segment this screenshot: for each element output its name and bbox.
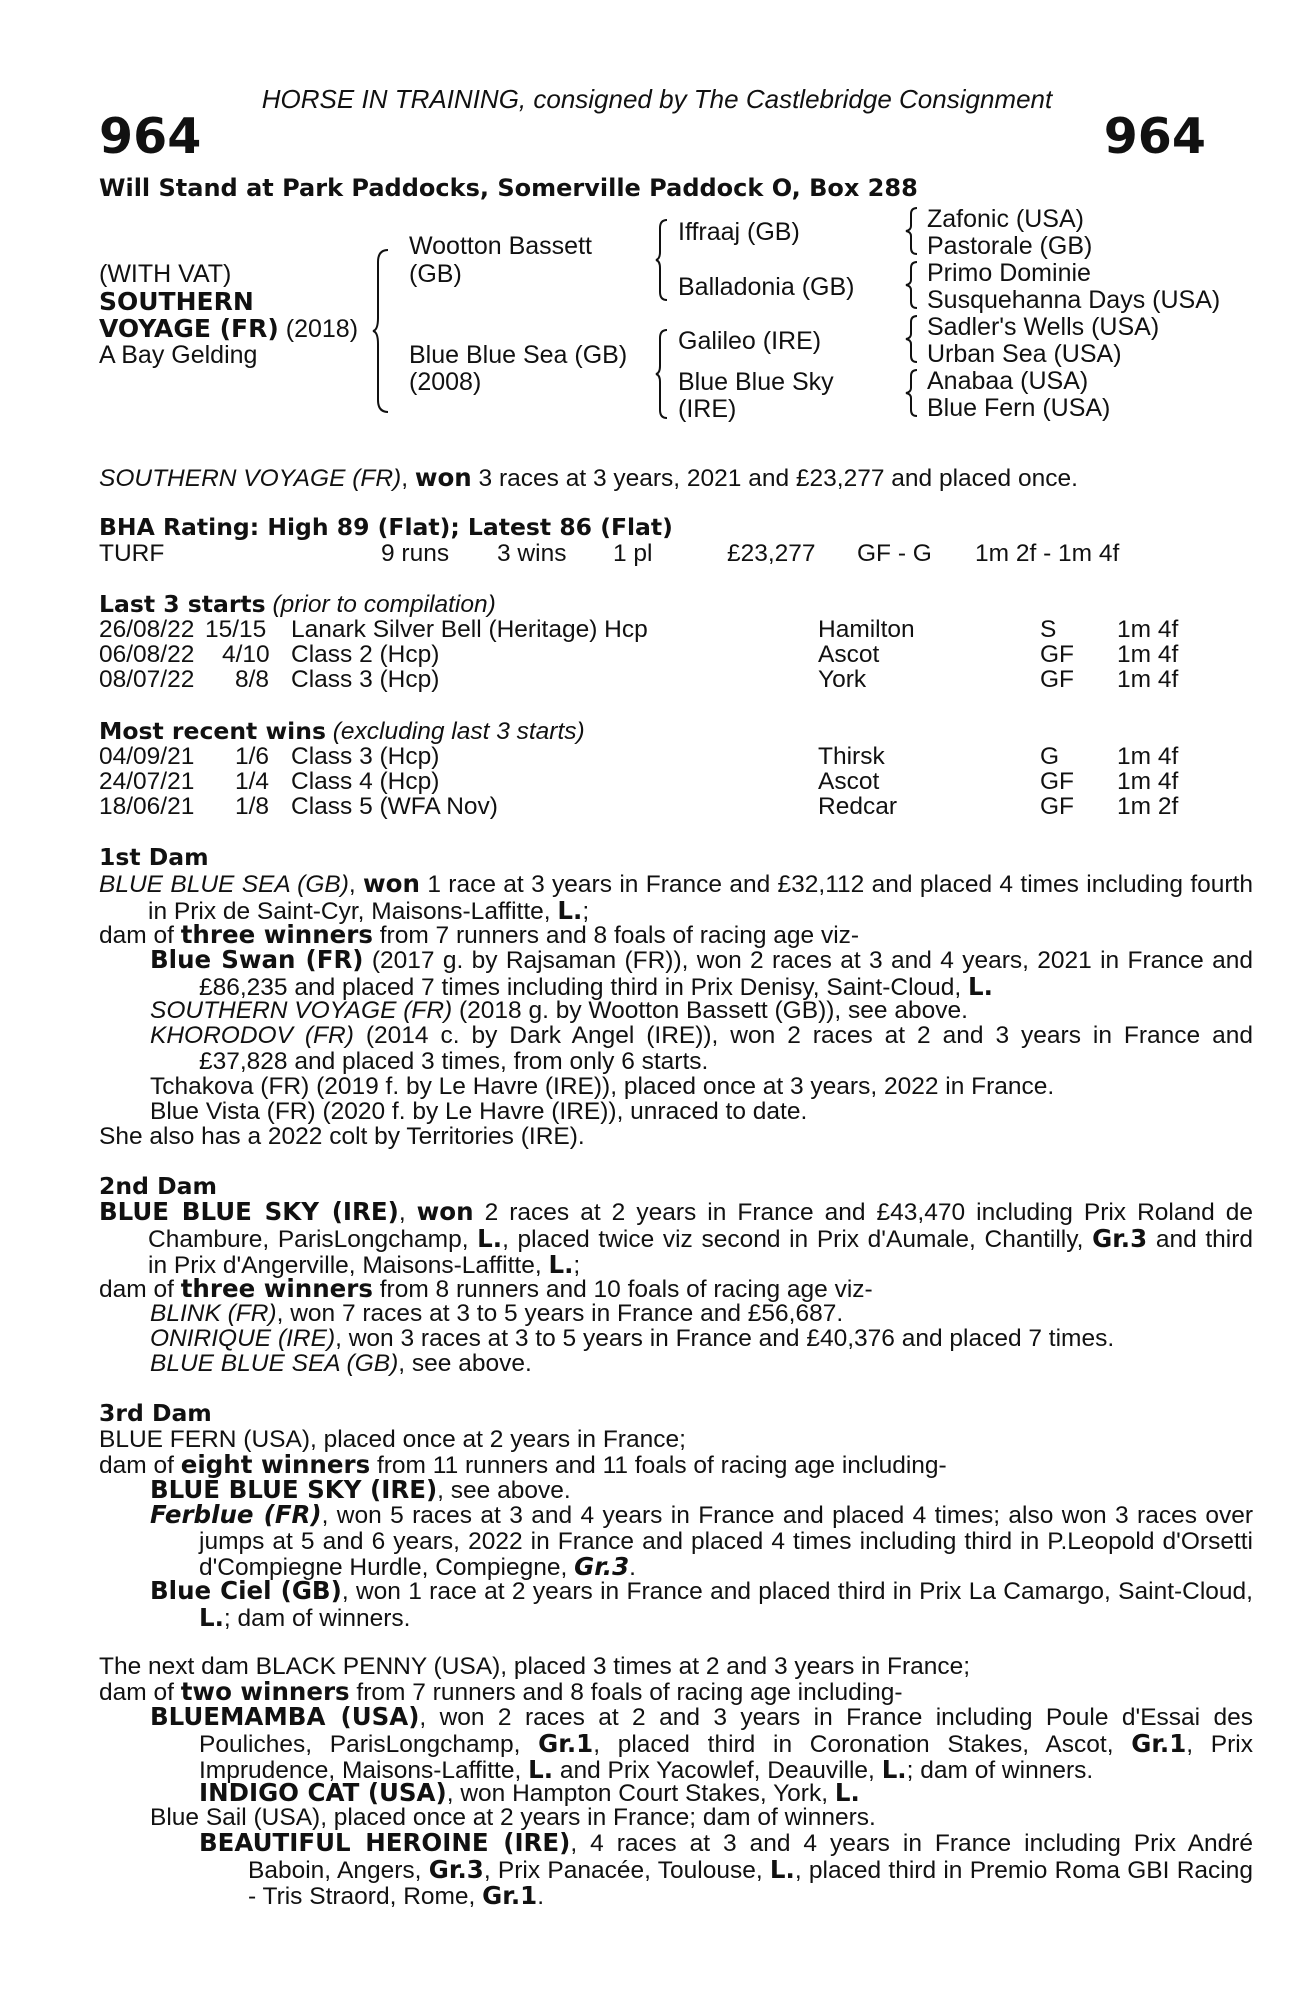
first-dam-won: won [363,869,420,898]
first-dam-end: ; [582,897,590,925]
rating-placed: 1 pl [613,540,653,567]
recent-wins-title: Most recent wins [99,717,326,745]
produce-name: BEAUTIFUL HEROINE (IRE) [199,1828,571,1857]
summary-text: 3 races at 3 years, 2021 and £23,277 and placed once. [471,465,1078,492]
pedigree-brace-sire [654,218,670,302]
horse-description: A Bay Gelding [99,341,258,369]
table-cell: Ascot [818,768,880,795]
table-cell: York [818,666,867,693]
table-cell: Redcar [818,793,897,820]
sire-line1: Wootton Bassett [409,232,592,260]
stand-location: Will Stand at Park Paddocks, Somerville Paddock O, Box 288 [99,174,918,202]
summary-horse-name: SOUTHERN VOYAGE (FR) [99,465,402,492]
produce-name: BLUEMAMBA (USA) [150,1702,420,1731]
listed-marker: L. [548,1250,574,1279]
bha-rating: BHA Rating: High 89 (Flat); Latest 86 (Flat) [99,513,673,541]
next-dam-produce-blue-sail: Blue Sail (USA), placed once at 2 years in France; dam of winners. [150,1804,876,1831]
recent-wins-heading [99,719,585,745]
second-dam-text: , placed twice viz second in Prix d'Aumale, Chantilly, [502,1225,1093,1253]
gen3-susquehanna-days: Susquehanna Days (USA) [927,286,1221,314]
lot-number-left: 964 [99,108,202,165]
produce-name: BLUE BLUE SKY (IRE) [150,1475,438,1504]
produce-name: BLINK (FR) [150,1300,277,1327]
rating-surface: TURF [99,540,165,567]
table-cell: G [1040,743,1060,770]
table-cell: 1m 4f [1117,743,1179,770]
produce-text: (2018 g. by Wootton Bassett (GB)), see above. [452,997,968,1024]
listed-marker: L. [477,1223,503,1253]
listed-marker: L. [968,971,993,1001]
first-dam-paragraph: BLUE BLUE SEA (GB), won 1 race at 3 years in France and £32,112 and placed 4 times including fourth in Prix de Saint-Cyr, Maisons-Laffitte, L.; [99,869,1253,925]
table-cell: Lanark Silver Bell (Heritage) Hcp [291,616,648,643]
sire-line2: (GB) [409,260,462,288]
last-starts-title: Last 3 starts [99,590,266,618]
gen3-anabaa: Anabaa (USA) [927,367,1089,395]
produce-text: , Prix Panacée, Toulouse, [483,1856,770,1884]
listed-marker: L. [834,1778,860,1807]
gen3-primo-dominie: Primo Dominie [927,259,1091,287]
produce-text: , won 1 race at 2 years in France and placed third in Prix La Camargo, Saint-Cloud, [341,1578,1253,1605]
second-dam-won: won [416,1197,474,1226]
third-dam-heading: 3rd Dam [99,1399,212,1427]
race-summary: SOUTHERN VOYAGE (FR), won 3 races at 3 years, 2021 and £23,277 and placed once. [99,463,1078,492]
lot-number-right: 964 [1103,108,1206,165]
produce-name: INDIGO CAT (USA) [199,1778,447,1807]
horse-name-line1: SOUTHERN [99,287,254,316]
listed-marker: L. [199,1602,224,1632]
table-cell: 18/06/21 [99,793,195,820]
table-cell: Class 2 (Hcp) [291,641,440,668]
table-cell: S [1040,616,1057,643]
produce-name: Blue Swan (FR) [150,945,364,974]
table-cell: Class 3 (Hcp) [291,666,440,693]
table-cell: Class 4 (Hcp) [291,768,440,795]
third-dam-line: BLUE FERN (USA), placed once at 2 years in France; [99,1426,686,1453]
table-cell: 06/08/22 [99,641,195,668]
produce-text: , see above. [437,1477,571,1504]
table-cell: 26/08/22 [99,616,195,643]
gen3-sadlers-wells: Sadler's Wells (USA) [927,313,1160,341]
group-marker: Gr.3 [1092,1223,1148,1253]
table-cell: GF [1040,641,1075,668]
group-marker: Gr.3 [428,1854,484,1884]
next-dam-line: The next dam BLACK PENNY (USA), placed 3 times at 2 and 3 years in France; [99,1653,971,1680]
last-starts-note: (prior to compilation) [265,591,496,618]
second-dam-produce-onirique [150,1326,1114,1352]
produce-text: , won 5 races at 3 and 4 years in France and placed 4 times; also won 3 races over jumps at 5 and 6 years, 2022 in France and placed 4 times including third in P.Leopold d'Orsetti d'Compiegne Hurdle, Compiegne, [199,1502,1253,1581]
table-cell: 8/8 [235,666,270,693]
listed-marker: L. [881,1755,907,1784]
table-cell: GF [1040,768,1075,795]
last-starts-heading [99,592,496,618]
dam-of-label: dam of [99,922,181,949]
produce-text: , won Hampton Court Stakes, York, [446,1780,835,1807]
first-dam-also: She also has a 2022 colt by Territories (IRE). [99,1123,585,1150]
listed-marker: L. [528,1755,554,1784]
second-dam-name: BLUE BLUE SKY (IRE) [99,1197,399,1226]
first-dam-produce-blue-swan [150,947,1253,1000]
table-cell: GF [1040,793,1075,820]
produce-text: , won 3 races at 3 to 5 years in France and £40,376 and placed 7 times. [335,1325,1115,1352]
pedigree-brace-g3-4 [904,368,920,418]
second-dam-produce-line [99,1276,873,1303]
recent-wins-note: (excluding last 3 starts) [325,718,585,745]
first-dam-produce-blue-vista: Blue Vista (FR) (2020 f. by Le Havre (IRE)), unraced to date. [150,1098,808,1125]
dam-of-label: dam of [99,1452,181,1479]
gen3-blue-fern: Blue Fern (USA) [927,394,1111,422]
rating-distance: 1m 2f - 1m 4f [975,540,1120,567]
summary-won: won [414,463,472,492]
pedigree-brace-g3-1 [904,206,920,256]
produce-text: (2014 c. by Dark Angel (IRE)), won 2 races at 2 and 3 years in France and £37,828 and placed 3 times, from only 6 starts. [199,1022,1254,1075]
produce-summary: from 11 runners and 11 foals of racing age including- [370,1452,947,1479]
table-cell: 1/6 [235,743,270,770]
table-cell: Thirsk [818,743,885,770]
vat-label: (WITH VAT) [99,260,232,288]
third-dam-produce-ferblue [150,1502,1253,1581]
first-dam-name: BLUE BLUE SEA (GB) [99,871,349,898]
pedigree-brace-main [372,248,392,414]
winners-count: two winners [180,1677,350,1706]
second-dam-paragraph: BLUE BLUE SKY (IRE), won 2 races at 2 years in France and £43,470 including Prix Roland de Chambure, ParisLongchamp, L., placed twice viz second in Prix d'Aumale, Chantilly, Gr.3 and third in Prix d'Angerville, Maisons-Laffitte, L.; [99,1197,1254,1279]
produce-end: . [537,1883,545,1910]
table-cell: 04/09/21 [99,743,195,770]
listed-marker: L. [769,1854,795,1884]
group-marker: Gr.1 [482,1881,538,1910]
horse-name-line2 [99,315,358,343]
second-dam-text: and third in Prix d'Angerville, Maisons-Laffitte, [148,1225,1254,1279]
pedigree-brace-g3-3 [904,314,920,364]
produce-text: , 4 races at 3 and 4 years in France including Prix André Baboin, Angers, [248,1830,1253,1884]
produce-summary: from 7 runners and 8 foals of racing age viz- [372,922,860,949]
group-marker: Gr.1 [538,1728,594,1758]
first-dam-produce-southern-voyage [150,998,968,1024]
table-cell: 1m 4f [1117,641,1179,668]
sire-dam: Balladonia (GB) [678,273,855,301]
rating-runs: 9 runs [381,540,450,567]
gen3-pastorale: Pastorale (GB) [927,232,1093,260]
second-dam-heading: 2nd Dam [99,1172,217,1200]
produce-text: , won 2 races at 2 and 3 years in France including Poule d'Essai des Pouliches, ParisLongchamp, [199,1704,1253,1758]
table-cell: 08/07/22 [99,666,195,693]
horse-name: VOYAGE (FR) [99,314,279,343]
dam-of-label: dam of [99,1679,181,1706]
horse-year: (2018) [278,315,359,343]
produce-summary: from 7 runners and 8 foals of racing age including- [349,1679,903,1706]
pedigree-brace-g3-2 [904,260,920,310]
produce-name: SOUTHERN VOYAGE (FR) [150,997,453,1024]
produce-text: , won 7 races at 3 to 5 years in France and £56,687. [276,1300,844,1327]
first-dam-produce-khorodov [150,1023,1253,1074]
group-marker: Gr.1 [1131,1728,1187,1758]
first-dam-produce-tchakova: Tchakova (FR) (2019 f. by Le Havre (IRE)), placed once at 3 years, 2022 in France. [150,1073,1055,1100]
table-cell: Hamilton [818,616,915,643]
pedigree-brace-dam [654,328,670,420]
table-cell: 1/4 [235,768,270,795]
dam-dam-line2: (IRE) [678,395,737,423]
produce-text: , placed third in Coronation Stakes, Ascot, [593,1730,1132,1758]
table-cell: 4/10 [222,641,270,668]
dam-line1: Blue Blue Sea (GB) [409,341,628,369]
table-cell: Class 5 (WFA Nov) [291,793,498,820]
dam-sire: Galileo (IRE) [678,327,822,355]
first-dam-text: 1 race at 3 years in France and £32,112 and placed 4 times including fourth in Prix de Saint-Cyr, Maisons-Laffitte, [148,871,1253,925]
produce-text: and Prix Yacowlef, Deauville, [553,1757,882,1784]
gen3-urban-sea: Urban Sea (USA) [927,340,1122,368]
sire-sire: Iffraaj (GB) [678,218,800,246]
next-dam-grandproduce-indigo-cat [199,1780,860,1807]
second-dam-end: ; [573,1252,581,1279]
table-cell: Class 3 (Hcp) [291,743,440,770]
group-marker: Gr.3 [574,1552,630,1581]
table-cell: GF [1040,666,1075,693]
second-dam-text: 2 races at 2 years in France and £43,470 including Prix Roland de Chambure, ParisLongchamp, [148,1199,1253,1253]
third-dam-produce-blue-ciel [150,1578,1253,1631]
produce-name: KHORODOV (FR) [150,1022,354,1049]
winners-count: three winners [180,920,373,949]
next-dam-grandproduce-beautiful-heroine [199,1830,1253,1910]
table-cell: 1/8 [235,793,270,820]
produce-summary: from 8 runners and 10 foals of racing age viz- [372,1276,873,1303]
produce-end: ; dam of winners. [223,1604,411,1632]
gen3-zafonic: Zafonic (USA) [927,205,1084,233]
produce-text: (2017 g. by Rajsaman (FR)), won 2 races at 3 and 4 years, 2021 in France and £86,235 and placed 7 times including third in Prix Denisy, Saint-Cloud, [199,947,1253,1001]
next-dam-produce-bluemamba [150,1704,1253,1784]
rating-wins: 3 wins [497,540,567,567]
produce-end: ; dam of winners. [906,1757,1094,1784]
consignor-heading: HORSE IN TRAINING, consigned by The Castlebridge Consignment [261,84,1053,114]
table-cell: 1m 4f [1117,616,1179,643]
produce-name: ONIRIQUE (IRE) [150,1325,336,1352]
produce-name: BLUE BLUE SEA (GB) [150,1350,399,1377]
dam-of-label: dam of [99,1276,181,1303]
table-cell: 1m 2f [1117,793,1179,820]
table-cell: 1m 4f [1117,768,1179,795]
produce-name: Blue Ciel (GB) [150,1576,342,1605]
listed-marker: L. [557,895,583,925]
table-cell: Ascot [818,641,880,668]
winners-count: three winners [180,1274,373,1303]
produce-name: Ferblue (FR) [150,1500,322,1529]
table-cell: 15/15 [205,616,267,643]
produce-end: . [629,1554,636,1581]
produce-text: , see above. [398,1350,532,1377]
table-cell: 1m 4f [1117,666,1179,693]
rating-going: GF - G [857,540,932,567]
second-dam-produce-blue-blue-sea [150,1351,532,1377]
second-dam-produce-blink [150,1301,843,1327]
winners-count: eight winners [180,1450,371,1479]
rating-earnings: £23,277 [727,540,816,567]
dam-dam-line1: Blue Blue Sky [678,368,834,396]
produce-text: , placed third in Premio Roma GBI Racing - Tris Straord, Rome, [248,1856,1253,1910]
first-dam-heading: 1st Dam [99,843,209,871]
produce-text: , Prix Imprudence, Maisons-Laffitte, [199,1730,1253,1784]
dam-line2: (2008) [409,368,482,396]
table-cell: 24/07/21 [99,768,195,795]
